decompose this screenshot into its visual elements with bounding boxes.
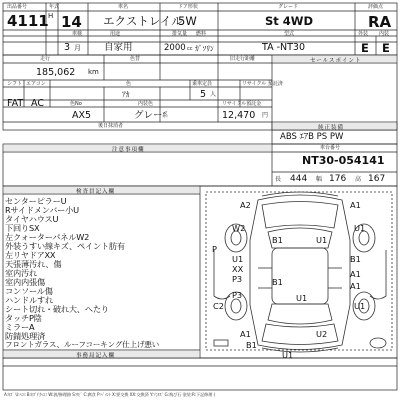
damage-mark: P bbox=[212, 244, 217, 254]
damage-mark: P3 bbox=[232, 274, 243, 284]
inspector-note: タッチP陰 bbox=[5, 313, 42, 323]
inspector-note: タイヤハウスU bbox=[5, 214, 59, 224]
body-color: ｱｶ bbox=[122, 90, 130, 99]
label-remarks: 後日抹消者 bbox=[98, 123, 124, 129]
label-grade: グレード bbox=[278, 4, 299, 10]
label-model: 型式 bbox=[284, 31, 295, 37]
fuel-type: ｶﾞｿﾘﾝ bbox=[195, 44, 214, 53]
inspector-note: 下回りSX bbox=[5, 223, 40, 233]
damage-mark: A1 bbox=[350, 200, 361, 210]
label-shift: シフト bbox=[7, 81, 23, 87]
capacity-unit: 人 bbox=[210, 91, 217, 98]
damage-mark: U2 bbox=[316, 329, 328, 339]
inspector-note: 室内汚れ bbox=[5, 268, 37, 278]
dim-width-label: 幅 bbox=[316, 176, 323, 183]
damage-mark: B1 bbox=[350, 254, 361, 264]
inspector-note: フロントガラス、ルーフコーキング仕上げ悪い bbox=[5, 340, 160, 349]
damage-mark: A1 bbox=[240, 329, 251, 339]
inspector-note: 左リヤドアXX bbox=[5, 250, 56, 260]
dim-length: 444 bbox=[290, 174, 308, 184]
inspector-note: Rサイドメンバー小U bbox=[5, 205, 79, 215]
label-color: 色 bbox=[126, 81, 132, 87]
dim-length-label: 長 bbox=[275, 176, 282, 183]
use-type: 自家用 bbox=[104, 42, 133, 53]
lot-number: 4111 bbox=[7, 12, 49, 30]
auction-score: RA bbox=[368, 13, 392, 31]
label-sales-point: セールスポイント bbox=[310, 58, 362, 64]
mileage-value: 185,062 bbox=[36, 67, 76, 78]
chassis-number: NT30-054141 bbox=[302, 154, 385, 167]
grade: St 4WD bbox=[265, 14, 314, 28]
label-color-change: 色替 bbox=[130, 56, 141, 62]
label-notes: 注意事項欄 bbox=[112, 147, 145, 153]
door-type: 5W bbox=[178, 14, 197, 28]
label-equipment: 純正装備 bbox=[318, 125, 345, 131]
legend-footer: A:ｷｽﾞ U:ﾍｺﾐ B:ｷｽﾞ付ﾍｺﾐ W:波/修理跡 S:ｻﾋﾞ C:腐食 P:ﾍﾟｲﾝﾄ X:要交換 XX:交換済 Y:穴ｷｽﾞ G:飛び石 塗装:R:下記修理 ( bbox=[4, 392, 216, 397]
label-ref-mileage: 旧走行距離 bbox=[230, 56, 256, 62]
yen-unit: 円 bbox=[262, 112, 269, 119]
month-unit: 月 bbox=[74, 44, 81, 52]
label-car-name: 車名 bbox=[118, 4, 129, 10]
equipment-list: ABS ｴｱB PS PW bbox=[280, 132, 344, 142]
dim-height: 167 bbox=[368, 174, 386, 184]
interior-color-suffix: 系 bbox=[162, 112, 169, 119]
label-inspection: 車検 bbox=[72, 31, 83, 37]
label-recycle-note: リサイクル 預託済 bbox=[242, 81, 283, 87]
damage-mark: U1 bbox=[316, 235, 328, 245]
label-interior-color: 内装色 bbox=[138, 101, 154, 107]
label-capacity: 乗車定員 bbox=[192, 81, 213, 87]
inspection-month: 3 bbox=[64, 42, 71, 53]
mileage-unit: km bbox=[88, 68, 99, 76]
inspector-note: シート切れ・破れ大、へたり bbox=[5, 304, 109, 314]
car-name: エクストレイル bbox=[103, 14, 183, 28]
displacement: 2000 bbox=[164, 43, 186, 53]
inspector-note: センターピラーU bbox=[5, 196, 67, 206]
color-number: AX5 bbox=[72, 110, 92, 121]
inspector-note: 天張薄汚れ、傷 bbox=[5, 259, 62, 269]
inspector-note: コンソール傷 bbox=[5, 286, 53, 296]
label-aircon: エアコン bbox=[26, 81, 46, 87]
model-year: 14 bbox=[61, 13, 82, 31]
dim-width: 176 bbox=[329, 174, 347, 184]
damage-mark: B1 bbox=[246, 340, 257, 350]
label-displacement: 排気量 bbox=[172, 31, 188, 37]
label-doors: ドア形状 bbox=[178, 4, 198, 10]
label-recycle-fee: リサイクル預託金 bbox=[222, 101, 262, 107]
label-interior: 内装 bbox=[379, 31, 390, 37]
damage-mark: U1 bbox=[232, 254, 244, 264]
interior-grade: E bbox=[382, 41, 390, 55]
damage-mark: U1 bbox=[354, 301, 366, 311]
exterior-grade: E bbox=[361, 41, 369, 55]
inspector-note: 左クォーターパネルW2 bbox=[5, 232, 90, 242]
label-use: 用途 bbox=[110, 31, 121, 37]
label-dealer-notes: 事務局記入欄 bbox=[76, 353, 116, 359]
label-fuel: 燃料 bbox=[196, 31, 207, 37]
damage-mark: A2 bbox=[240, 200, 251, 210]
model-code: TA -NT30 bbox=[262, 42, 306, 53]
inspector-note: 室内内張傷 bbox=[5, 277, 45, 287]
aircon-type: AC bbox=[31, 98, 44, 109]
label-year: 年式 bbox=[49, 4, 60, 10]
damage-mark: A1 bbox=[350, 281, 361, 291]
damage-mark: U1 bbox=[296, 293, 308, 303]
label-inspector-memo: 検査員記入欄 bbox=[76, 189, 116, 195]
inspector-note: ハンドルすれ bbox=[5, 295, 53, 305]
shift-type: FAT bbox=[7, 98, 24, 109]
label-mileage: 走行 bbox=[40, 56, 51, 62]
damage-mark: U1 bbox=[282, 350, 294, 360]
damage-mark: XX bbox=[232, 264, 244, 274]
dim-height-label: 高 bbox=[355, 176, 362, 183]
label-score: 評価点 bbox=[368, 4, 384, 10]
damage-mark: W2 bbox=[232, 223, 246, 233]
damage-mark: P3 bbox=[232, 290, 243, 300]
damage-mark: C2 bbox=[213, 301, 224, 311]
damage-mark: A1 bbox=[350, 269, 361, 279]
recycle-fee-value: 12,470 bbox=[222, 110, 256, 121]
label-chassis-no: 車台番号 bbox=[320, 145, 341, 151]
damage-mark: B1 bbox=[272, 277, 283, 287]
capacity-value: 5 bbox=[200, 89, 207, 100]
label-exhibit-no: 出品番号 bbox=[7, 4, 28, 10]
interior-color: グレー bbox=[134, 110, 163, 121]
cc-unit: cc bbox=[187, 46, 193, 52]
era: H bbox=[48, 12, 54, 20]
damage-mark: B1 bbox=[272, 235, 283, 245]
label-exterior: 外装 bbox=[358, 31, 369, 37]
inspector-note: ミラーA bbox=[5, 322, 35, 332]
label-color-no: 色No bbox=[70, 101, 82, 107]
damage-mark: U1 bbox=[354, 223, 366, 233]
inspector-note: 外装うすい線キズ、ペイント肪有 bbox=[5, 241, 125, 251]
inspector-note: 防錆処理済 bbox=[5, 331, 45, 341]
